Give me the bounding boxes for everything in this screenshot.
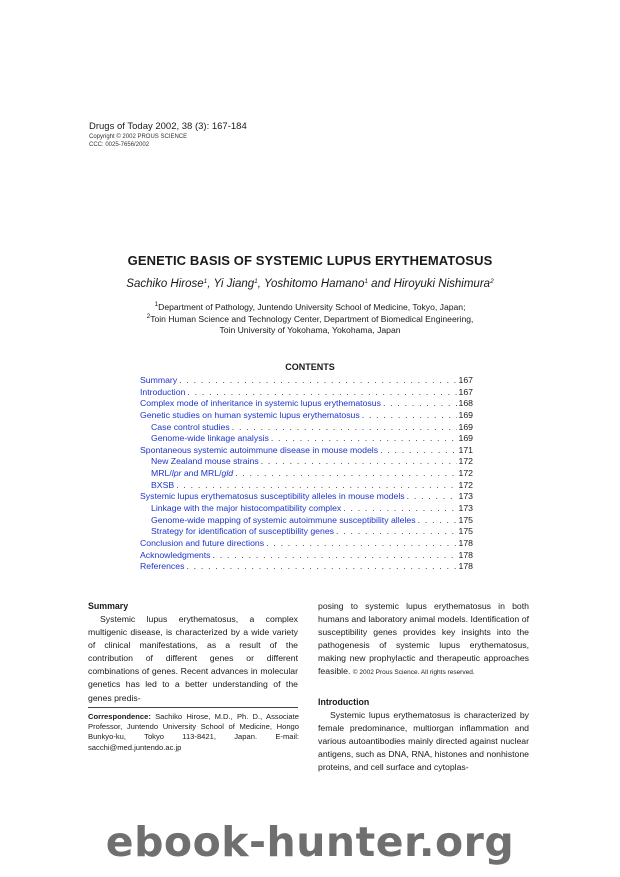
affiliation-mark: 2 (146, 312, 151, 320)
toc-entry[interactable] (140, 561, 473, 573)
toc-leader-dots (179, 375, 456, 387)
toc-leader-dots (418, 515, 457, 527)
author-name: Sachiko Hirose (126, 278, 204, 290)
paper-title: GENETIC BASIS OF SYSTEMIC LUPUS ERYTHEMATOSUS (127, 253, 493, 268)
affiliation-text: Toin University of Yokohama, Yokohama, Japan (219, 325, 401, 335)
toc-leader-dots (380, 445, 456, 457)
toc-page-number: 169 (458, 433, 473, 444)
footnote-rule (88, 707, 298, 708)
summary-text-continued (318, 600, 529, 680)
author-name: Yi Jiang (213, 278, 255, 290)
toc-leader-dots (266, 538, 456, 550)
toc-entry-link[interactable]: BXSB (151, 479, 175, 490)
toc-leader-dots (235, 468, 456, 480)
toc-leader-dots (383, 398, 457, 410)
toc-page-number: 167 (458, 375, 473, 385)
toc-leader-dots (336, 526, 456, 538)
affiliation-mark: 1 (154, 301, 159, 308)
author-affiliation-mark: 1 (364, 278, 368, 285)
toc-page-number: 172 (458, 468, 473, 479)
toc-entry-link[interactable]: Acknowledgments (140, 549, 211, 560)
journal-header (89, 121, 247, 149)
author-separator: , (207, 278, 214, 290)
toc-leader-dots (407, 491, 457, 503)
right-column (318, 600, 529, 774)
introduction-heading: Introduction (318, 696, 370, 707)
author-name: Yoshitomo Hamano (263, 278, 365, 290)
toc-entry-link[interactable]: Linkage with the major histocompatibility complex (151, 503, 342, 514)
journal-copyright: Copyright © 2002 PROUS SCIENCE (89, 134, 188, 140)
toc-entry[interactable] (140, 491, 473, 503)
toc-leader-dots (362, 410, 457, 422)
toc-entry[interactable] (140, 445, 473, 457)
toc-entry-link[interactable]: Spontaneous systemic autoimmune disease in mouse models (140, 444, 379, 455)
summary-copyright: © 2002 Prous Science. All rights reserved. (352, 669, 475, 677)
toc-leader-dots (186, 561, 456, 573)
toc-leader-dots (232, 422, 457, 434)
author-separator: , (257, 278, 264, 290)
toc-entry[interactable] (140, 375, 473, 387)
author-affiliation-mark: 1 (203, 278, 208, 285)
toc-entry-link[interactable]: Genetic studies on human systemic lupus erythematosus (140, 409, 360, 420)
journal-ccc: CCC: 0025-7656/2002 (89, 142, 150, 148)
correspondence-note (88, 712, 299, 753)
affiliations (0, 302, 620, 337)
toc-page-number: 172 (458, 479, 473, 490)
toc-leader-dots (261, 456, 457, 468)
toc-entry[interactable] (140, 398, 473, 410)
toc-leader-dots (271, 433, 457, 445)
toc-page-number: 178 (458, 561, 473, 572)
toc-page-number: 172 (458, 456, 473, 467)
toc-entry-link[interactable]: Genome-wide linkage analysis (151, 433, 269, 444)
toc-entry[interactable] (140, 387, 473, 399)
toc-entry[interactable] (140, 515, 473, 527)
author-name: Hiroyuki Nishimura (393, 278, 491, 290)
toc-page-number: 171 (458, 444, 473, 455)
author-affiliation-mark: 1 (254, 278, 258, 285)
watermark-text: ebook-hunter.org (105, 818, 515, 866)
summary-heading: Summary (88, 601, 129, 611)
toc-page-number: 178 (458, 549, 473, 560)
toc-entry[interactable] (140, 550, 473, 562)
toc-entry[interactable] (140, 538, 473, 550)
affiliation-text: Department of Pathology, Juntendo University School of Medicine, Tokyo, Japan; (158, 302, 466, 312)
toc-page-number: 175 (458, 514, 473, 525)
toc-entry-link[interactable]: Strategy for identification of susceptibility genes (151, 526, 335, 537)
toc-page-number: 169 (458, 421, 473, 432)
toc-leader-dots (187, 387, 456, 399)
toc-page-number: 167 (458, 386, 473, 397)
toc-page-number: 169 (458, 409, 473, 420)
toc-entry[interactable] (140, 410, 473, 422)
toc-page-number: 173 (458, 503, 473, 514)
correspondence-text: Sachiko Hirose, M.D., Ph. D., Associate Professor, Juntendo University School of Medicine, Hongo Bunkyo-ku, Tokyo 113-8421, Japan. E-mail: sacchi@med.juntendo.ac.jp (88, 712, 299, 752)
toc-page-number: 178 (458, 537, 473, 548)
toc-leader-dots (176, 480, 456, 492)
summary-text: Systemic lupus erythematosus, a complex multigenic disease, is characterized by a wide variety of clinical manifestations, as a result of the contribution of different genes or different combinations of genes. Recent advances in molecular genetics has led to a better understanding of the genes predis- (88, 614, 298, 703)
toc-entry-link[interactable]: Case control studies (151, 421, 230, 432)
toc-leader-dots (213, 550, 457, 562)
toc-entry-link[interactable]: Summary (140, 375, 178, 385)
contents-heading: CONTENTS (285, 362, 335, 372)
affiliation-line (0, 325, 620, 337)
affiliation-line (0, 302, 620, 314)
toc-entry[interactable] (140, 468, 473, 480)
toc-entry[interactable] (140, 503, 473, 515)
toc-entry-link[interactable]: Introduction (140, 386, 186, 397)
toc-leader-dots (343, 503, 456, 515)
toc-entry-link[interactable]: MRL/lpr and MRL/gld (151, 468, 234, 479)
toc-entry[interactable] (140, 433, 473, 445)
toc-entry-link[interactable]: Complex mode of inheritance in systemic lupus erythematosus (140, 398, 381, 409)
toc-entry[interactable] (140, 456, 473, 468)
table-of-contents (140, 375, 473, 573)
toc-entry-link[interactable]: References (140, 561, 185, 572)
toc-entry-link[interactable]: New Zealand mouse strains (151, 456, 259, 467)
toc-entry[interactable] (140, 526, 473, 538)
toc-entry-link[interactable]: Systemic lupus erythematosus susceptibility alleles in mouse models (140, 491, 405, 502)
author-affiliation-mark: 2 (490, 278, 494, 285)
toc-page-number: 173 (458, 491, 473, 502)
toc-entry-link[interactable]: Conclusion and future directions (140, 537, 265, 548)
author-conjunction: and (367, 278, 394, 290)
toc-page-number: 168 (458, 398, 473, 409)
affiliation-text: Toin Human Science and Technology Center, Department of Biomedical Engineering, (150, 313, 474, 324)
correspondence-label: Correspondence: (88, 712, 151, 721)
journal-citation: Drugs of Today 2002, 38 (3): 167-184 (89, 121, 247, 132)
left-column (88, 600, 298, 705)
toc-entry-link[interactable]: Genome-wide mapping of systemic autoimmune susceptibility alleles (151, 514, 416, 525)
author-list (0, 278, 620, 290)
toc-page-number: 175 (458, 526, 473, 537)
summary-continuation: posing to systemic lupus erythematosus in both humans and laboratory animal models. Identification of susceptibility genes provides key insights into the pathogenesis of systemic lupus erythematosus, making new prophylactic and therapeutic approaches feasible. (318, 601, 529, 677)
toc-entry[interactable] (140, 422, 473, 434)
toc-entry[interactable] (140, 480, 473, 492)
introduction-text: Systemic lupus erythematosus is characterized by female predominance, multiorgan inflammation and various autoantibodies mainly directed against nuclear antigens, such as DNA, RNA, histones and nonhistone proteins, and cell surface and cytoplas- (318, 709, 529, 772)
affiliation-line (0, 314, 620, 326)
